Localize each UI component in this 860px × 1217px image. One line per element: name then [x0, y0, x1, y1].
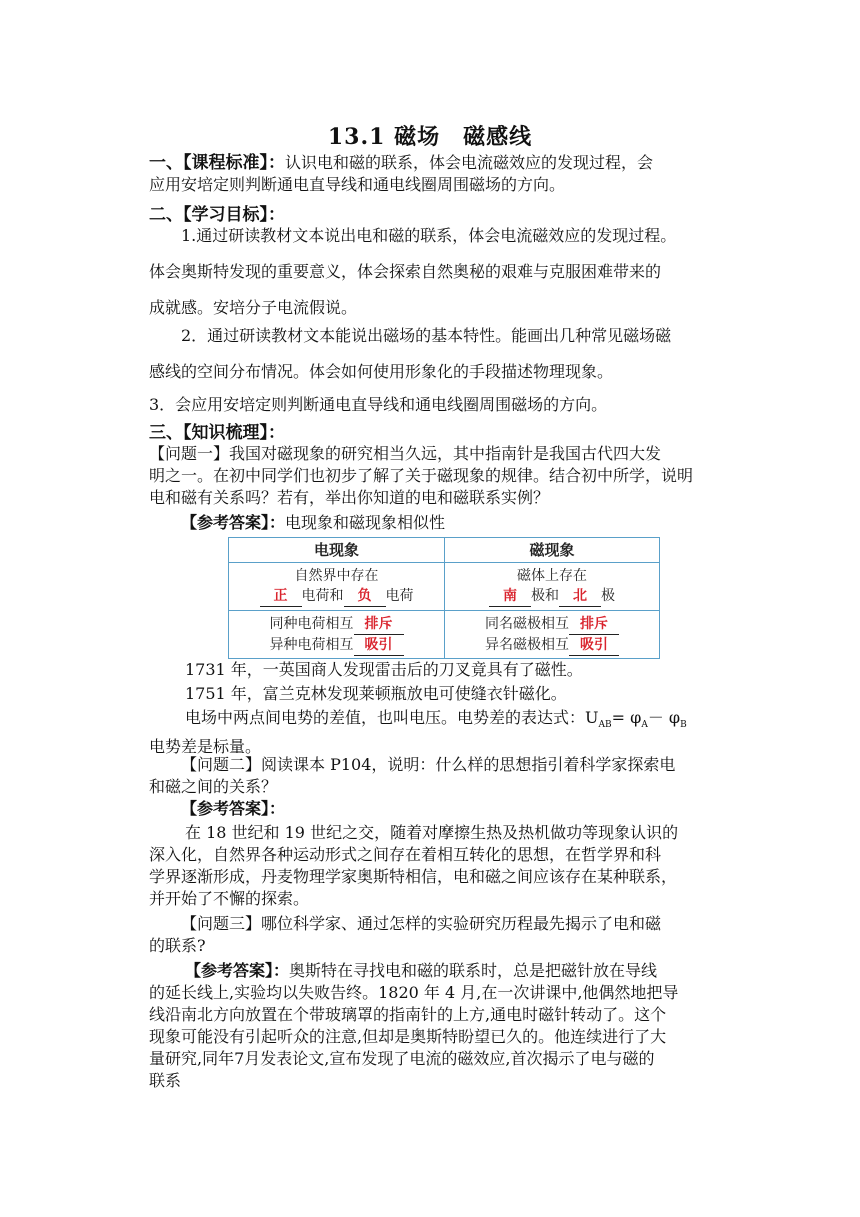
page-title: 13.1 磁场 磁感线: [327, 124, 533, 150]
table-divider-row: [229, 610, 659, 611]
table-cell-electric-interaction: 同种电荷相互 排斥 异种电荷相互 吸引: [229, 614, 444, 656]
section-heading-course-standard: 一、【课程标准】：: [149, 153, 285, 173]
learning-goal-1: 1.通过研读教材文本说出电和磁的联系，体会电流磁效应的发现过程。 体会奥斯特发现的重要意义，体会探索自然奥秘的艰难与克服困难带来的 成就感。安培分子电流假说。: [149, 226, 677, 317]
question-2: 【问题二】阅读课本 P104，说明：什么样的思想指引着科学家探索电 和磁之间的关系？: [149, 755, 676, 796]
answer-2: 在 18 世纪和 19 世纪之交，随着对摩擦生热及热机做功等现象认识的 深入化，自然界各种运动形式之间存在着相互转化的思想，在哲学界和科 学界逐渐形成，丹麦物理学家奥斯特相信，电和磁之间应该存在某种联系， 并开始了不懈的探索。: [149, 823, 679, 908]
fact-1751: 1751 年，富兰克林发现莱顿瓶放电可使缝衣针磁化。: [185, 684, 567, 703]
table-cell-electric-charges: 自然界中存在 正 电荷和 负 电荷: [229, 566, 444, 607]
answer-3: 【参考答案】：奥斯特在寻找电和磁的联系时，总是把磁针放在导线 的延长线上,实验均以失败告终。1820 年 4 月,在一次讲课中,他偶然地把导 线沿南北方向放置在个带玻璃罩的指南针的上方,通电时磁针转动了。这个 现象可能没有引起听众的注意,但却是奥斯特盼望已久的。他连续进行了大 量研究,同年7月发表论文,宣布发现了电流的磁效应,首次揭示了电与磁的 联系: [149, 961, 679, 1090]
learning-goal-3: 3．会应用安培定则判断通电直导线和通电线圈周围磁场的方向。: [149, 395, 608, 414]
course-standard: 一、【课程标准】：认识电和磁的联系，体会电流磁效应的发现过程，会 应用安培定则判断通电直导线和通电线圈周围磁场的方向。: [149, 153, 654, 194]
question-1: 【问题一】我国对磁现象的研究相当久远，其中指南针是我国古代四大发 明之一。在初中同学们也初步了解了关于磁现象的规律。结合初中所学，说明 电和磁有关系吗？若有，举出你知道的电和磁联系实例？: [149, 444, 694, 507]
comparison-table: [228, 537, 660, 659]
answer-2-tag: 【参考答案】：: [181, 799, 286, 818]
table-divider-header: [229, 562, 659, 563]
table-cell-magnetic-interaction: 同名磁极相互 排斥 异名磁极相互 吸引: [445, 614, 659, 656]
potential-difference: 电场中两点间电势的差值，也叫电压。电势差的表达式：$U_{AB}= \varphi_A- \varphi_B$ 电势差是标量。: [149, 708, 687, 757]
table-cell-magnetic-poles: 磁体上存在 南 极和 北 极: [445, 566, 659, 607]
fact-1731: 1731 年，一英国商人发现雷击后的刀叉竟具有了磁性。: [185, 660, 583, 679]
table-header-electric: 电现象: [313, 541, 359, 559]
question-3: 【问题三】哪位科学家、通过怎样的实验研究历程最先揭示了电和磁 的联系?: [149, 914, 662, 955]
learning-goal-2: 2．通过研读教材文本能说出磁场的基本特性。能画出几种常见磁场磁 感线的空间分布情况。体会如何使用形象化的手段描述物理现象。: [149, 326, 672, 381]
answer-1: 【参考答案】：电现象和磁现象相似性: [181, 513, 446, 532]
section-heading-learning-goals: 二、【学习目标】：: [149, 205, 285, 225]
section-heading-knowledge-review: 三、【知识梳理】：: [149, 423, 285, 443]
table-header-magnetic: 磁现象: [529, 541, 575, 559]
